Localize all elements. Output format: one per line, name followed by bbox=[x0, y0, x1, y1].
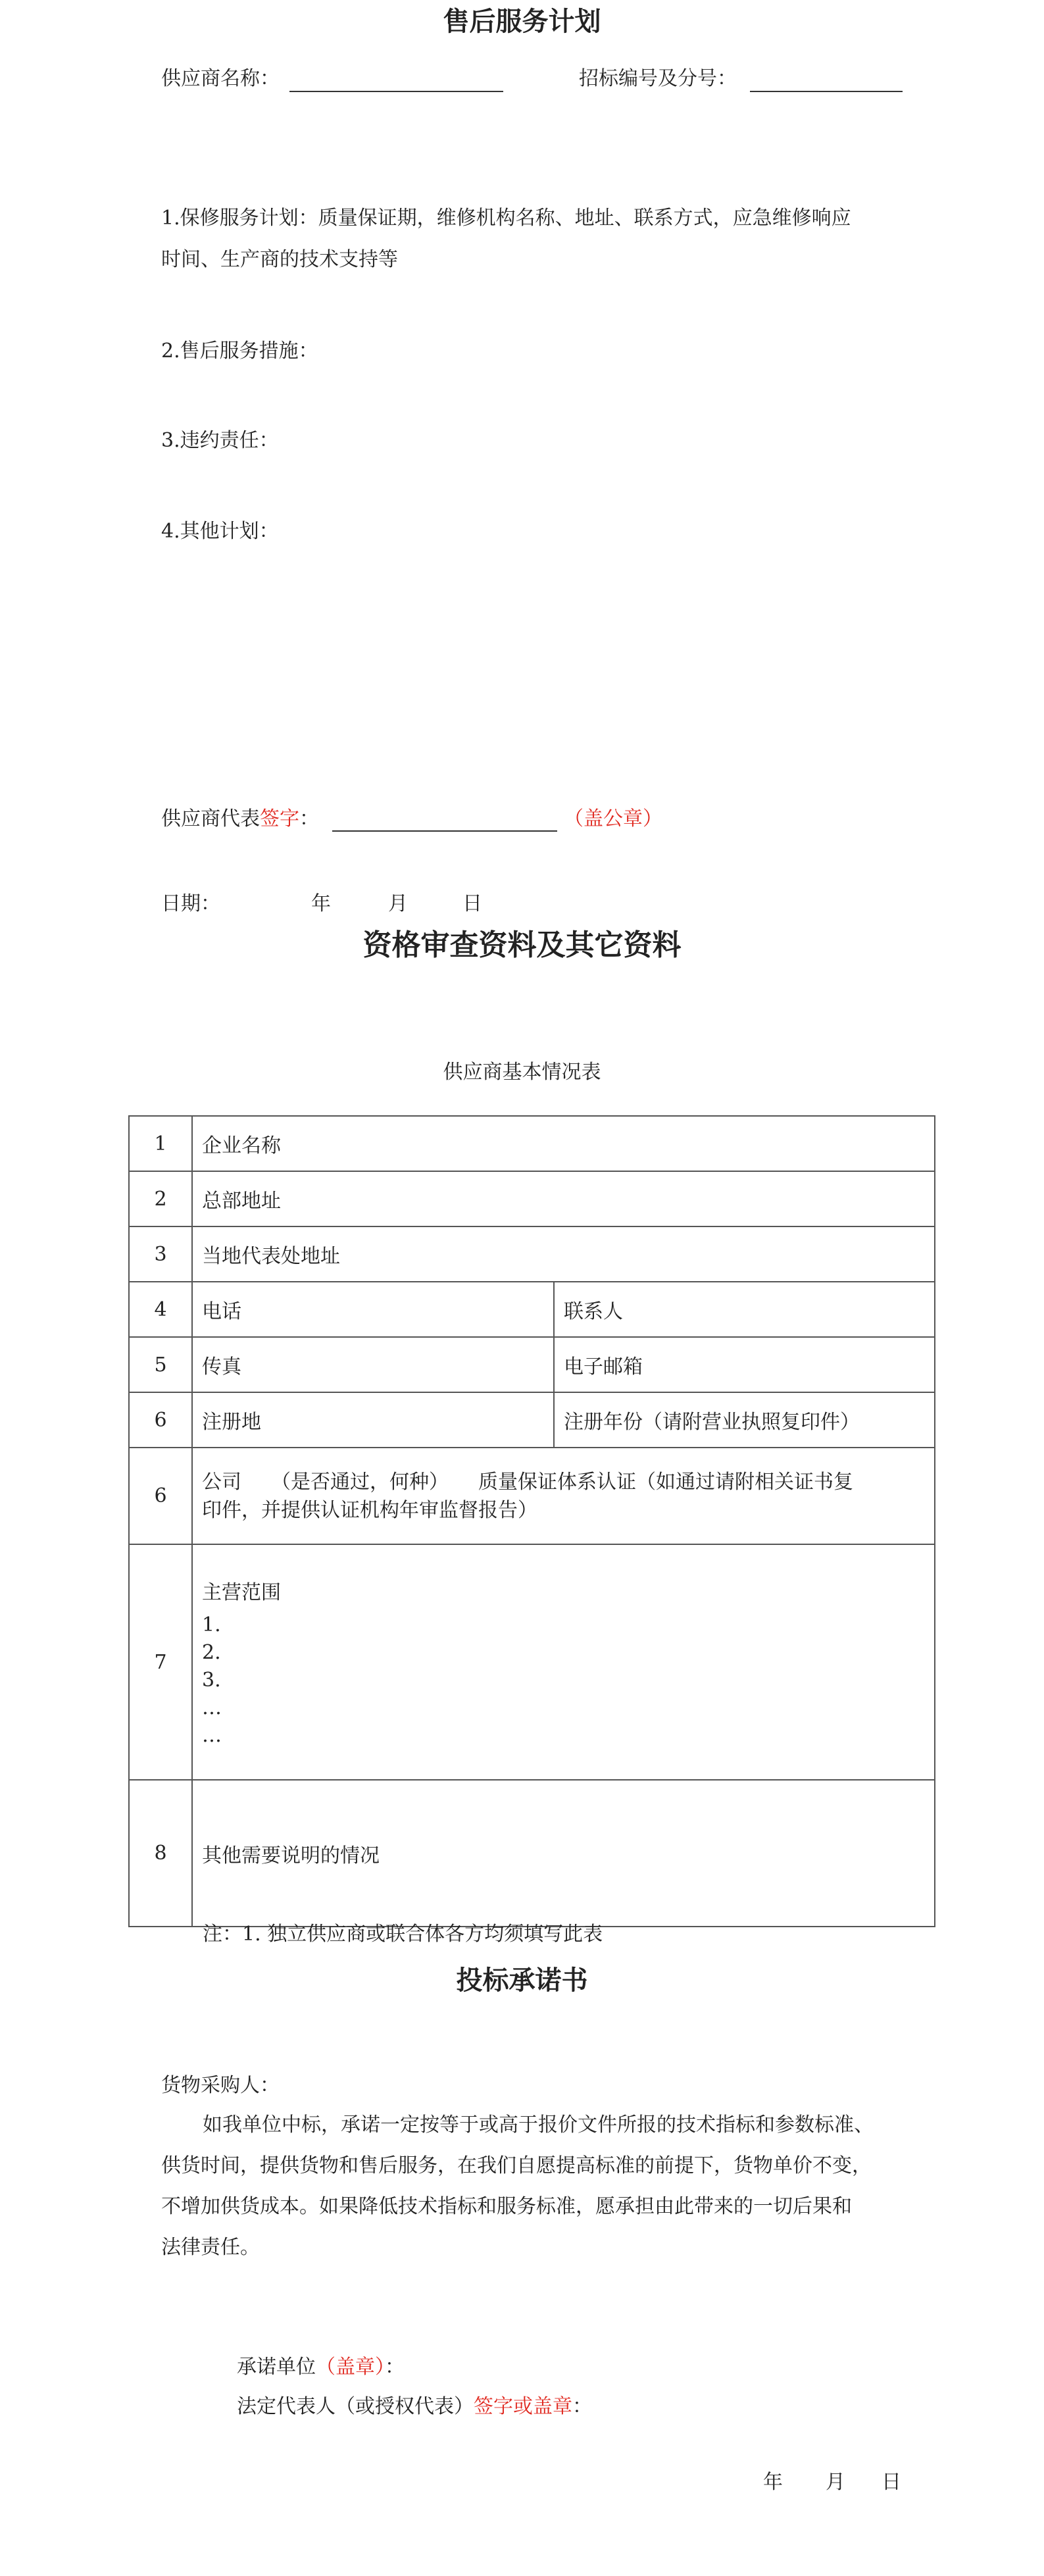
commitment-para-line3: 不增加供货成本。如果降低技术指标和服务标准，愿承担由此带来的一切后果和 bbox=[161, 2195, 852, 2218]
list-item: 3. bbox=[202, 1669, 221, 1692]
commitment-year: 年 bbox=[763, 2471, 783, 2494]
commitment-unit-line bbox=[237, 2354, 405, 2381]
rep-signature-field[interactable] bbox=[332, 830, 557, 832]
table-row bbox=[129, 1282, 935, 1337]
table-row bbox=[129, 1544, 935, 1780]
row-number: 8 bbox=[129, 1780, 192, 1927]
row-number: 4 bbox=[129, 1282, 192, 1337]
table-row bbox=[129, 1226, 935, 1282]
supplier-name-label: 供应商名称： bbox=[161, 67, 280, 90]
date-month: 月 bbox=[388, 892, 408, 915]
date-day: 日 bbox=[462, 892, 482, 915]
table-row bbox=[129, 1337, 935, 1392]
rep-seal-label: （盖公章） bbox=[564, 807, 662, 830]
table-row bbox=[129, 1780, 935, 1927]
business-scope-label: 主营范围 bbox=[202, 1581, 281, 1604]
commitment-para-line4: 法律责任。 bbox=[161, 2236, 260, 2259]
unit-colon: ： bbox=[385, 2356, 405, 2379]
rep-colon: ： bbox=[299, 807, 319, 830]
list-item: 2. bbox=[202, 1641, 221, 1664]
table-title: 供应商基本情况表 bbox=[443, 1061, 601, 1084]
rep-prefix: 供应商代表 bbox=[161, 807, 260, 830]
after-sales-title: 售后服务计划 bbox=[443, 6, 601, 37]
row-number: 7 bbox=[129, 1544, 192, 1780]
row-number: 6 bbox=[129, 1448, 192, 1544]
commitment-para-line2: 供货时间，提供货物和售后服务，在我们自愿提高标准的前提下，货物单价不变， bbox=[161, 2154, 872, 2177]
row-number: 5 bbox=[129, 1337, 192, 1392]
list-item: … bbox=[202, 1724, 222, 1747]
legal-colon: ： bbox=[572, 2395, 592, 2418]
table-row bbox=[129, 1448, 935, 1544]
legal-prefix: 法定代表人（或授权代表） bbox=[237, 2395, 474, 2418]
row-label-secondary: 联系人 bbox=[554, 1282, 935, 1337]
certification-line2: 印件，并提供认证机构年审监督报告） bbox=[202, 1498, 537, 1522]
unit-seal-label: （盖章） bbox=[316, 2356, 385, 2379]
certification-line1: 公司 （是否通过，何种） 质量保证体系认证（如通过请附相关证书复 bbox=[202, 1470, 853, 1494]
row-number: 6 bbox=[129, 1392, 192, 1448]
row-label: 传真 bbox=[192, 1337, 554, 1392]
addressee: 货物采购人： bbox=[161, 2074, 280, 2097]
row-label: 其他需要说明的情况 bbox=[192, 1780, 935, 1927]
supplier-name-field[interactable] bbox=[289, 91, 503, 92]
table-note: 注：1. 独立供应商或联合体各方均须填写此表 bbox=[203, 1923, 603, 1946]
tender-no-field[interactable] bbox=[750, 91, 903, 92]
certification-cell bbox=[192, 1448, 935, 1544]
row-number: 3 bbox=[129, 1226, 192, 1282]
commitment-day: 日 bbox=[882, 2471, 901, 2494]
table-row bbox=[129, 1392, 935, 1448]
row-label-secondary: 电子邮箱 bbox=[554, 1337, 935, 1392]
supplier-rep-line bbox=[161, 806, 319, 832]
commitment-para-line1: 如我单位中标，承诺一定按等于或高于报价文件所报的技术指标和参数标准、 bbox=[203, 2113, 874, 2136]
item2-label: 2.售后服务措施： bbox=[161, 340, 318, 363]
business-scope-cell bbox=[192, 1544, 935, 1780]
row-label-secondary: 注册年份（请附营业执照复印件） bbox=[554, 1392, 935, 1448]
supplier-info-table bbox=[128, 1115, 935, 1927]
row-number: 1 bbox=[129, 1116, 192, 1171]
commitment-month: 月 bbox=[826, 2471, 845, 2494]
item3-label: 3.违约责任： bbox=[161, 429, 279, 452]
row-label: 总部地址 bbox=[192, 1171, 935, 1226]
row-number: 2 bbox=[129, 1171, 192, 1226]
table-row bbox=[129, 1116, 935, 1171]
row-label: 当地代表处地址 bbox=[192, 1226, 935, 1282]
legal-rep-line bbox=[237, 2394, 592, 2420]
tender-no-label: 招标编号及分号： bbox=[579, 67, 737, 90]
row-label: 注册地 bbox=[192, 1392, 554, 1448]
list-item: 1. bbox=[202, 1613, 221, 1636]
item1-line2: 时间、生产商的技术支持等 bbox=[161, 248, 398, 271]
item1-line1: 1.保修服务计划：质量保证期，维修机构名称、地址、联系方式，应急维修响应 bbox=[161, 207, 851, 230]
item4-label: 4.其他计划： bbox=[161, 520, 279, 543]
date-label: 日期： bbox=[161, 892, 220, 915]
row-label: 电话 bbox=[192, 1282, 554, 1337]
list-item: … bbox=[202, 1696, 222, 1719]
rep-sign-label: 签字 bbox=[260, 807, 299, 830]
qualification-title: 资格审查资料及其它资料 bbox=[362, 928, 682, 962]
row-label: 企业名称 bbox=[192, 1116, 935, 1171]
bid-commitment-title: 投标承诺书 bbox=[456, 1965, 588, 1996]
table-row bbox=[129, 1171, 935, 1226]
legal-sign-label: 签字或盖章 bbox=[474, 2395, 572, 2418]
unit-prefix: 承诺单位 bbox=[237, 2356, 316, 2379]
date-year: 年 bbox=[311, 892, 331, 915]
